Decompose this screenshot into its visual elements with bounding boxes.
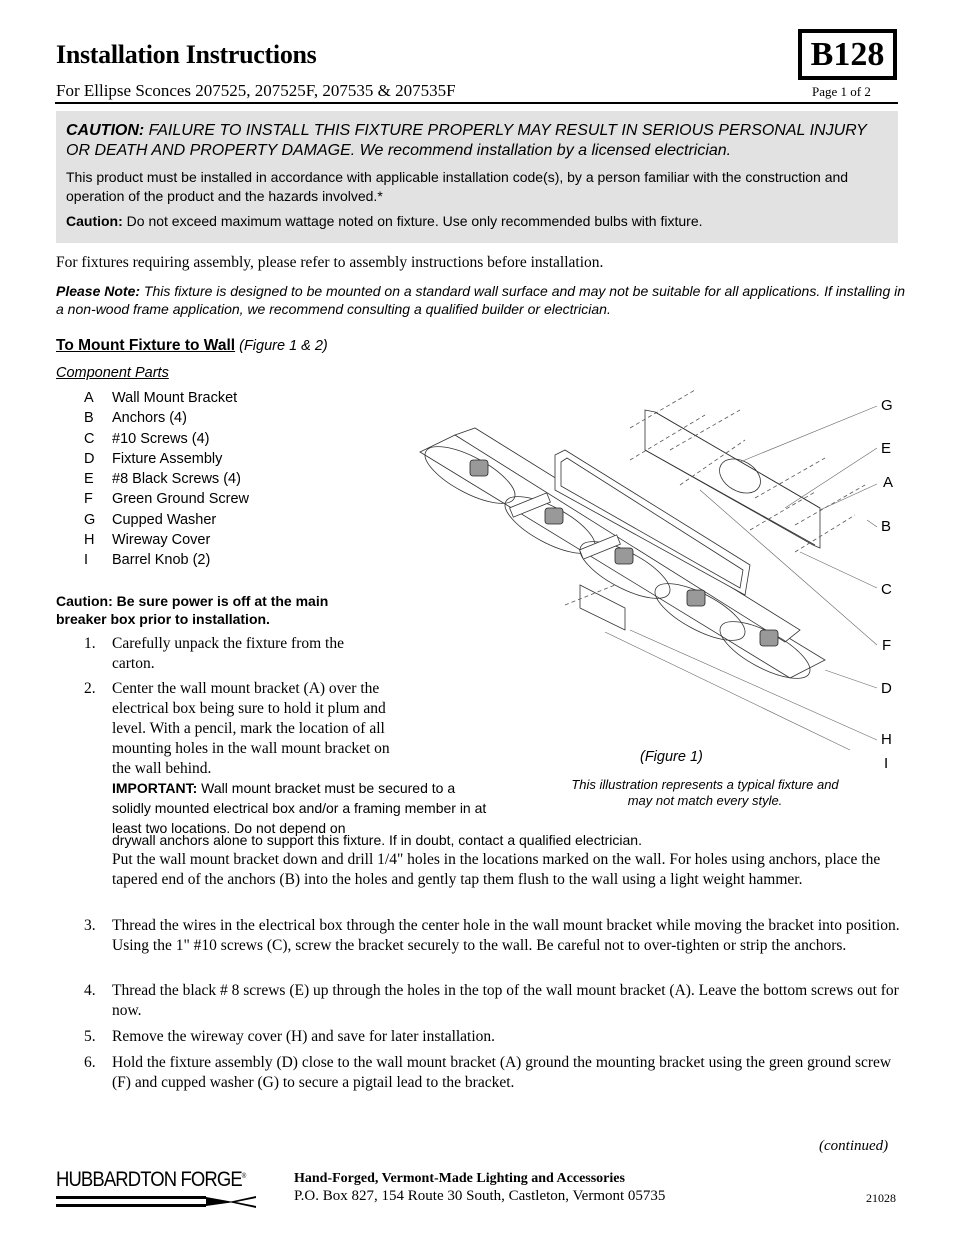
wattage-label: Caution:: [66, 213, 123, 229]
page-subtitle: For Ellipse Sconces 207525, 207525F, 207535 & 207535F: [56, 81, 456, 100]
part-name: Wall Mount Bracket: [112, 390, 238, 406]
part-letter: E: [84, 471, 94, 488]
part-item: [84, 410, 249, 430]
callout-d: D: [881, 680, 892, 697]
step-number: 2.: [84, 680, 96, 697]
figure-note: This illustration represents a typical fixture and may not match every style.: [571, 777, 839, 808]
part-letter: G: [84, 511, 96, 528]
step-number: 6.: [84, 1054, 96, 1071]
caution-main: [66, 121, 888, 161]
part-item: [84, 491, 249, 511]
callout-e: E: [881, 440, 892, 457]
doc-number: 21028: [866, 1191, 896, 1205]
step-text: Center the wall mount bracket (A) over the electrical box being sure to hold it plum and level. With a pencil, mark the location of all mounting holes in the wall mount bracket on the wall behind.: [112, 680, 390, 777]
step-6: [84, 1053, 904, 1093]
figure-caption: (Figure 1): [640, 749, 703, 765]
callout-c: C: [881, 581, 892, 598]
caution-main-text: FAILURE TO INSTALL THIS FIXTURE PROPERLY MAY RESULT IN SERIOUS PERSONAL INJURY OR DEATH AND PROPERTY DAMAGE. We recommend installation by a licensed electrician.: [66, 122, 867, 159]
part-name: Fixture Assembly: [112, 450, 223, 467]
step-number: 5.: [84, 1028, 96, 1045]
part-item: [84, 471, 249, 491]
step-text: Thread the wires in the electrical box through the center hole in the wall mount bracket while moving the bracket into position. Using the 1" #10 screws (C), screw the bracket securely to the wall. Be careful not to over-tighten or strip the anchors.: [112, 917, 900, 954]
part-letter: F: [84, 491, 93, 508]
section-title: To Mount Fixture to Wall: [56, 337, 236, 354]
part-letter: C: [84, 430, 95, 447]
step-4: [84, 981, 904, 1021]
caution-wattage: [66, 212, 888, 231]
step-number: 4.: [84, 982, 96, 999]
page-indicator: Page 1 of 2: [812, 84, 871, 99]
part-letter: D: [84, 450, 95, 467]
callout-a: A: [883, 474, 894, 491]
important-note: [112, 779, 492, 838]
part-name: Green Ground Screw: [112, 491, 250, 508]
assembly-note: For fixtures requiring assembly, please refer to assembly instructions before installation.: [56, 254, 604, 271]
parts-list: [84, 390, 249, 573]
part-letter: H: [84, 532, 95, 549]
part-letter: A: [84, 390, 94, 406]
header-divider: [55, 102, 898, 104]
tongs-logo-icon: [56, 1194, 266, 1210]
footer-address: P.O. Box 827, 154 Route 30 South, Castleton, Vermont 05735: [294, 1188, 666, 1204]
caution-box: [56, 111, 898, 243]
fixture-diagram-icon: [415, 380, 915, 760]
part-name: Barrel Knob (2): [112, 552, 211, 569]
part-item: [84, 552, 249, 572]
part-name: Anchors (4): [112, 410, 187, 427]
hubbardton-forge-logo: [56, 1168, 266, 1210]
page-title: Installation Instructions: [56, 40, 317, 69]
part-name: Cupped Washer: [112, 511, 217, 528]
brand-text: HUBBARDTON FORGE: [56, 1168, 242, 1191]
step-text: Carefully unpack the fixture from the carton.: [112, 635, 344, 672]
callout-h: H: [881, 731, 892, 748]
part-name: #8 Black Screws (4): [112, 471, 241, 488]
part-letter: B: [84, 410, 94, 427]
please-note-label: Please Note:: [56, 283, 141, 299]
wattage-text: Do not exceed maximum wattage noted on fixture. Use only recommended bulbs with fixture.: [122, 213, 703, 229]
step-number: 3.: [84, 917, 96, 934]
continued-label: (continued): [819, 1138, 889, 1154]
exploded-diagram-figure-1: [415, 380, 915, 760]
step-1: [84, 634, 384, 674]
part-name: #10 Screws (4): [112, 430, 210, 447]
part-item: [84, 532, 249, 552]
part-item: [84, 512, 249, 532]
power-caution: Caution: Be sure power is off at the main breaker box prior to installation.: [56, 593, 329, 627]
registered-mark: ®: [241, 1173, 246, 1180]
doc-code-badge: B128: [798, 29, 897, 80]
section-figure-ref: (Figure 1 & 2): [235, 338, 328, 354]
important-note-tail: drywall anchors alone to support this fixture. If in doubt, contact a qualified electrician.: [112, 832, 642, 848]
step-5: [84, 1027, 904, 1047]
important-text: Wall mount bracket must be secured to a solidly mounted electrical box and/or a framing member in at least two locations. Do not depend on: [112, 780, 487, 836]
callout-f: F: [882, 637, 892, 654]
step-2-continuation: Put the wall mount bracket down and drill 1/4" holes in the locations marked on the wall. For holes using anchors, place the tapered end of the anchors (B) into the holes and gently tap them flush to the wall using a light weight hammer.: [112, 851, 881, 888]
please-note-text: This fixture is designed to be mounted on a standard wall surface and may not be suitable for all applications. If installing in a non-wood frame application, we recommend consulting a qualified builder or electrician.: [56, 283, 906, 317]
callout-b: B: [881, 518, 892, 535]
part-item: [84, 390, 249, 410]
part-item: [84, 431, 249, 451]
callout-i: I: [884, 755, 889, 772]
please-note: [56, 282, 906, 318]
part-letter: I: [84, 552, 89, 569]
step-3: [84, 916, 904, 956]
footer-tagline: Hand-Forged, Vermont-Made Lighting and Accessories: [294, 1171, 625, 1186]
callout-g: G: [881, 397, 893, 414]
step-number: 1.: [84, 635, 96, 652]
step-2: [84, 679, 404, 779]
components-heading: Component Parts: [56, 365, 169, 381]
caution-body: This product must be installed in accordance with applicable installation code(s), by a person familiar with the construction and operation of the product and the hazards involved.*: [66, 169, 849, 204]
part-name: Wireway Cover: [112, 532, 211, 549]
section-heading: [56, 337, 328, 355]
important-label: IMPORTANT:: [112, 780, 198, 796]
caution-label: CAUTION:: [66, 122, 145, 139]
step-text: Remove the wireway cover (H) and save for later installation.: [112, 1028, 496, 1045]
part-item: [84, 451, 249, 471]
step-text: Thread the black # 8 screws (E) up through the holes in the top of the wall mount bracket (A). Leave the bottom screws out for now.: [112, 982, 899, 1019]
brand-name: [56, 1168, 246, 1192]
step-text: Hold the fixture assembly (D) close to the wall mount bracket (A) ground the mounting bracket using the green ground screw (F) and cupped washer (G) to secure a pigtail lead to the bracket.: [112, 1054, 892, 1091]
